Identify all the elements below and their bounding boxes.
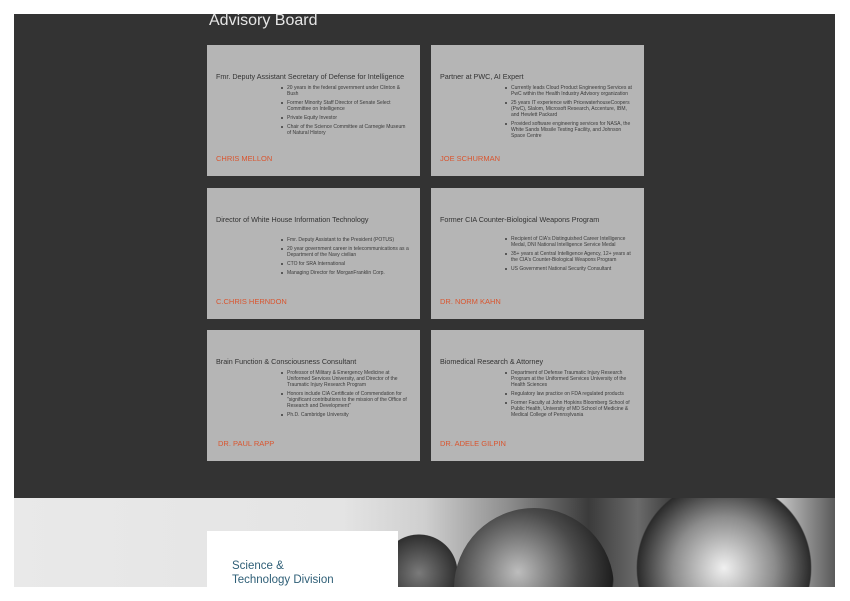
advisory-board-section — [14, 14, 835, 498]
microscope-photo — [14, 498, 835, 587]
advisor-name: DR. PAUL RAPP — [218, 439, 275, 448]
bullet-item: US Government National Security Consultant — [505, 266, 633, 272]
bullet-item: 25 years IT experience with PricewaterhouseCoopers (PwC), Slalom, Microsoft Research, Accenture, IBM, and Hewlett Packard — [505, 100, 633, 118]
advisor-card — [207, 45, 420, 176]
bullet-item: Provided software engineering services for NASA, the White Sands Missile Testing Facility, and Johnson Space Centre — [505, 121, 633, 139]
bullet-item: Honors include CIA Certificate of Commendation for "significant contributions to the mission of the Office of Research and Development" — [281, 391, 411, 409]
advisor-role: Director of White House Information Technology — [216, 215, 369, 224]
division-title: Science & Technology Division — [232, 560, 334, 586]
advisor-name: JOE SCHURMAN — [440, 154, 501, 163]
advisor-role: Partner at PWC, AI Expert — [440, 72, 524, 81]
advisor-card — [431, 45, 644, 176]
advisor-name: DR. ADELE GILPIN — [440, 439, 506, 448]
advisor-bullets — [281, 85, 406, 139]
bullet-item: Former Faculty at John Hopkins Bloomberg School of Public Health, University of MD School of Medicine & Medical College of Pennsylvania — [505, 400, 633, 418]
bullet-item: 20 years in the federal government under Clinton & Bush — [281, 85, 406, 97]
advisor-bullets — [505, 236, 633, 275]
microscope-lens-shape — [454, 508, 614, 587]
advisor-name: C.CHRIS HERNDON — [216, 297, 287, 306]
bullet-item: 20 year government career in telecommunications as a Department of the Navy civilian — [281, 246, 409, 258]
advisor-bullets — [281, 237, 409, 279]
advisor-bullets — [505, 370, 633, 421]
bullet-item: Private Equity Investor — [281, 115, 406, 121]
bullet-item: Managing Director for MorganFranklin Corp. — [281, 270, 409, 276]
advisor-role: Fmr. Deputy Assistant Secretary of Defense for Intelligence — [216, 72, 405, 81]
section-title: Advisory Board — [209, 12, 318, 29]
bullet-item: Department of Defense Traumatic Injury Research Program at the Uniformed Services University of the Health Sciences — [505, 370, 633, 388]
microscope-lens-shape — [634, 498, 814, 587]
bullet-item: Former Minority Staff Director of Senate Select Committee on Intelligence — [281, 100, 406, 112]
advisor-role: Biomedical Research & Attorney — [440, 357, 544, 366]
advisor-card — [431, 188, 644, 319]
advisor-role: Former CIA Counter-Biological Weapons Program — [440, 215, 600, 224]
advisor-card — [431, 330, 644, 461]
advisor-bullets — [281, 370, 411, 421]
bullet-item: Recipient of CIA's Distinguished Career Intelligence Medal, DNI National Intelligence Service Medal — [505, 236, 633, 248]
division-card — [207, 531, 398, 587]
bullet-item: 35+ years at Central Intelligence Agency, 12+ years at the CIA's Counter-Biological Weapons Program — [505, 251, 633, 263]
bullet-item: Professor of Military & Emergency Medicine at Uniformed Services University, and Director of the Traumatic Injury Research Program — [281, 370, 411, 388]
bullet-item: Fmr. Deputy Assistant to the President (POTUS) — [281, 237, 409, 243]
bullet-item: Regulatory law practice on FDA regulated products — [505, 391, 633, 397]
advisor-name: CHRIS MELLON — [216, 154, 273, 163]
advisor-name: DR. NORM KAHN — [440, 297, 501, 306]
bullet-item: Currently leads Cloud Product Engineering Services at PwC within the Health Industry Advisory organization — [505, 85, 633, 97]
advisor-card — [207, 188, 420, 319]
bullet-item: Chair of the Science Committee at Carnegie Museum of Natural History — [281, 124, 406, 136]
advisor-role: Brain Function & Consciousness Consultant — [216, 357, 357, 366]
advisor-bullets — [505, 85, 633, 142]
bullet-item: Ph.D. Cambridge University — [281, 412, 411, 418]
bullet-item: CTO for SRA International — [281, 261, 409, 267]
advisor-card — [207, 330, 420, 461]
